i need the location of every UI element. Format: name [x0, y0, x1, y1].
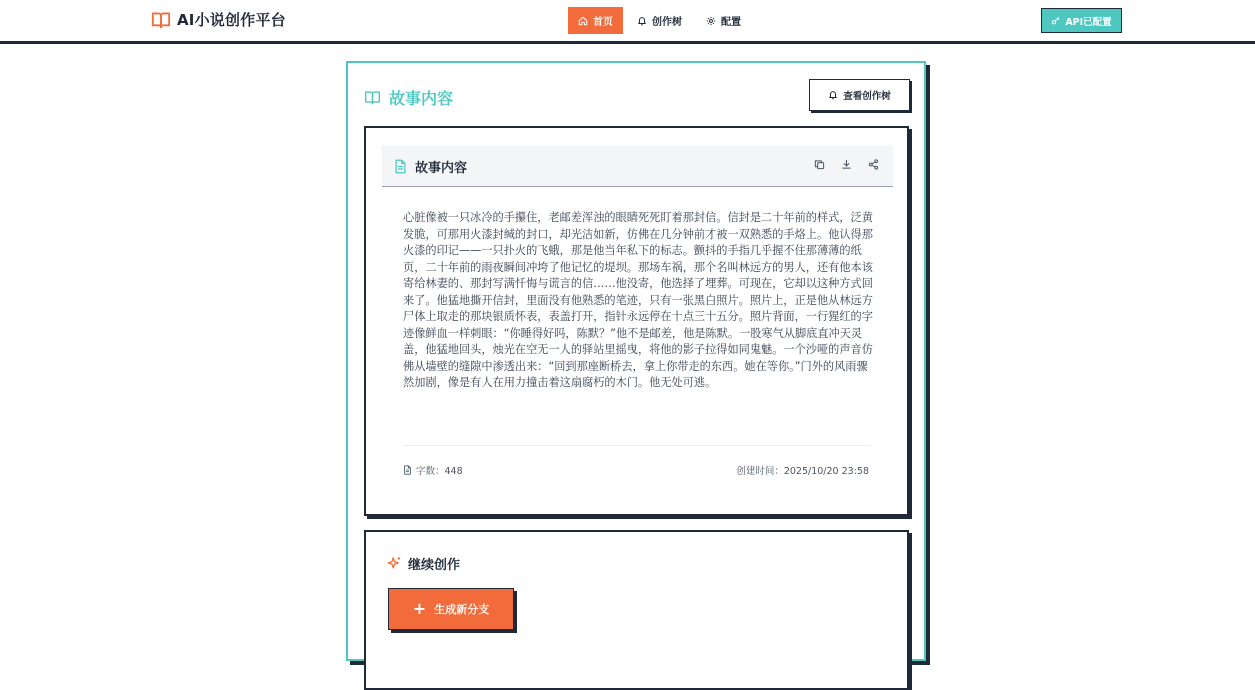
generate-branch-label: 生成新分支: [434, 603, 490, 616]
sparkles-icon: [387, 556, 402, 571]
story-card: [364, 126, 909, 516]
api-configured-label: API已配置: [1065, 16, 1112, 28]
copy-icon[interactable]: [814, 159, 825, 170]
home-icon: [578, 16, 588, 26]
book-open-icon: [364, 90, 381, 105]
word-count: [403, 463, 463, 477]
created-time: 创建时间：2025/10/20 23:58: [736, 466, 869, 477]
top-navbar: [0, 0, 1255, 44]
bell-icon: [828, 90, 838, 100]
panel-title: 故事内容: [389, 89, 454, 108]
generate-branch-button[interactable]: [388, 588, 514, 630]
nav-home-label: 首页: [593, 17, 613, 28]
nav-creation-tree[interactable]: [627, 7, 692, 34]
story-card-title: 故事内容: [415, 161, 468, 176]
continue-card: [364, 530, 909, 690]
main-nav: [568, 7, 751, 34]
gear-icon: [706, 16, 716, 26]
story-card-header: [382, 145, 893, 187]
continue-heading: [387, 554, 460, 573]
share-icon[interactable]: [868, 159, 879, 170]
brand-title: AI小说创作平台: [177, 11, 286, 29]
book-open-icon: [151, 11, 171, 29]
panel-heading: [364, 86, 453, 109]
nav-creation-tree-label: 创作树: [652, 17, 682, 28]
story-panel: [346, 61, 926, 661]
story-card-heading: [394, 157, 467, 176]
story-actions: [814, 159, 879, 170]
api-configured-button[interactable]: [1041, 8, 1122, 33]
brand[interactable]: [151, 9, 286, 30]
story-text: 心脏像被一只冰冷的手攥住，老邮差浑浊的眼睛死死盯着那封信。信封是二十年前的样式，泛黄发脆，可那用火漆封缄的封口，却光洁如新，仿佛在几分钟前才被一双熟悉的手烙上。他认得那火漆的印记——一只扑火的飞蛾，那是他当年私下的标志。颤抖的手指几乎握不住那薄薄的纸页，二十年前的雨夜瞬间冲垮了他记忆的堤坝。那场车祸，那个名叫林远方的男人，还有他本该寄给林妻的、那封写满忏悔与谎言的信……他没寄，他选择了埋葬。可现在，它却以这种方式回来了。他猛地撕开信封，里面没有他熟悉的笔迹，只有一张黑白照片。照片上，正是他从林远方尸体上取走的那块银质怀表，表盖打开，指针永远停在十点三十五分。照片背面，一行猩红的字迹像鲜血一样刺眼：“你睡得好吗，陈默？”他不是邮差，他是陈默。一股寒气从脚底直冲天灵盖，他猛地回头，烛光在空无一人的驿站里摇曳，将他的影子拉得如同鬼魅。一个沙哑的声音仿佛从墙壁的缝隙中渗透出来：“回到那座断桥去，拿上你带走的东西。她在等你。”门外的风雨骤然加剧，像是有人在用力撞击着这扇腐朽的木门。他无处可逃。: [403, 211, 873, 389]
word-count-text: 字数：448: [416, 466, 463, 477]
download-icon[interactable]: [841, 159, 852, 170]
document-icon: [394, 159, 407, 174]
key-icon: [1051, 16, 1061, 26]
nav-home[interactable]: [568, 7, 623, 34]
nav-settings[interactable]: [696, 7, 751, 34]
divider: [403, 445, 871, 446]
continue-title: 继续创作: [408, 558, 461, 573]
view-creation-tree-label: 查看创作树: [843, 91, 891, 102]
document-icon: [403, 465, 412, 475]
view-creation-tree-button[interactable]: [809, 79, 910, 111]
bell-icon: [637, 16, 647, 26]
nav-settings-label: 配置: [721, 17, 741, 28]
plus-icon: +: [412, 599, 427, 618]
